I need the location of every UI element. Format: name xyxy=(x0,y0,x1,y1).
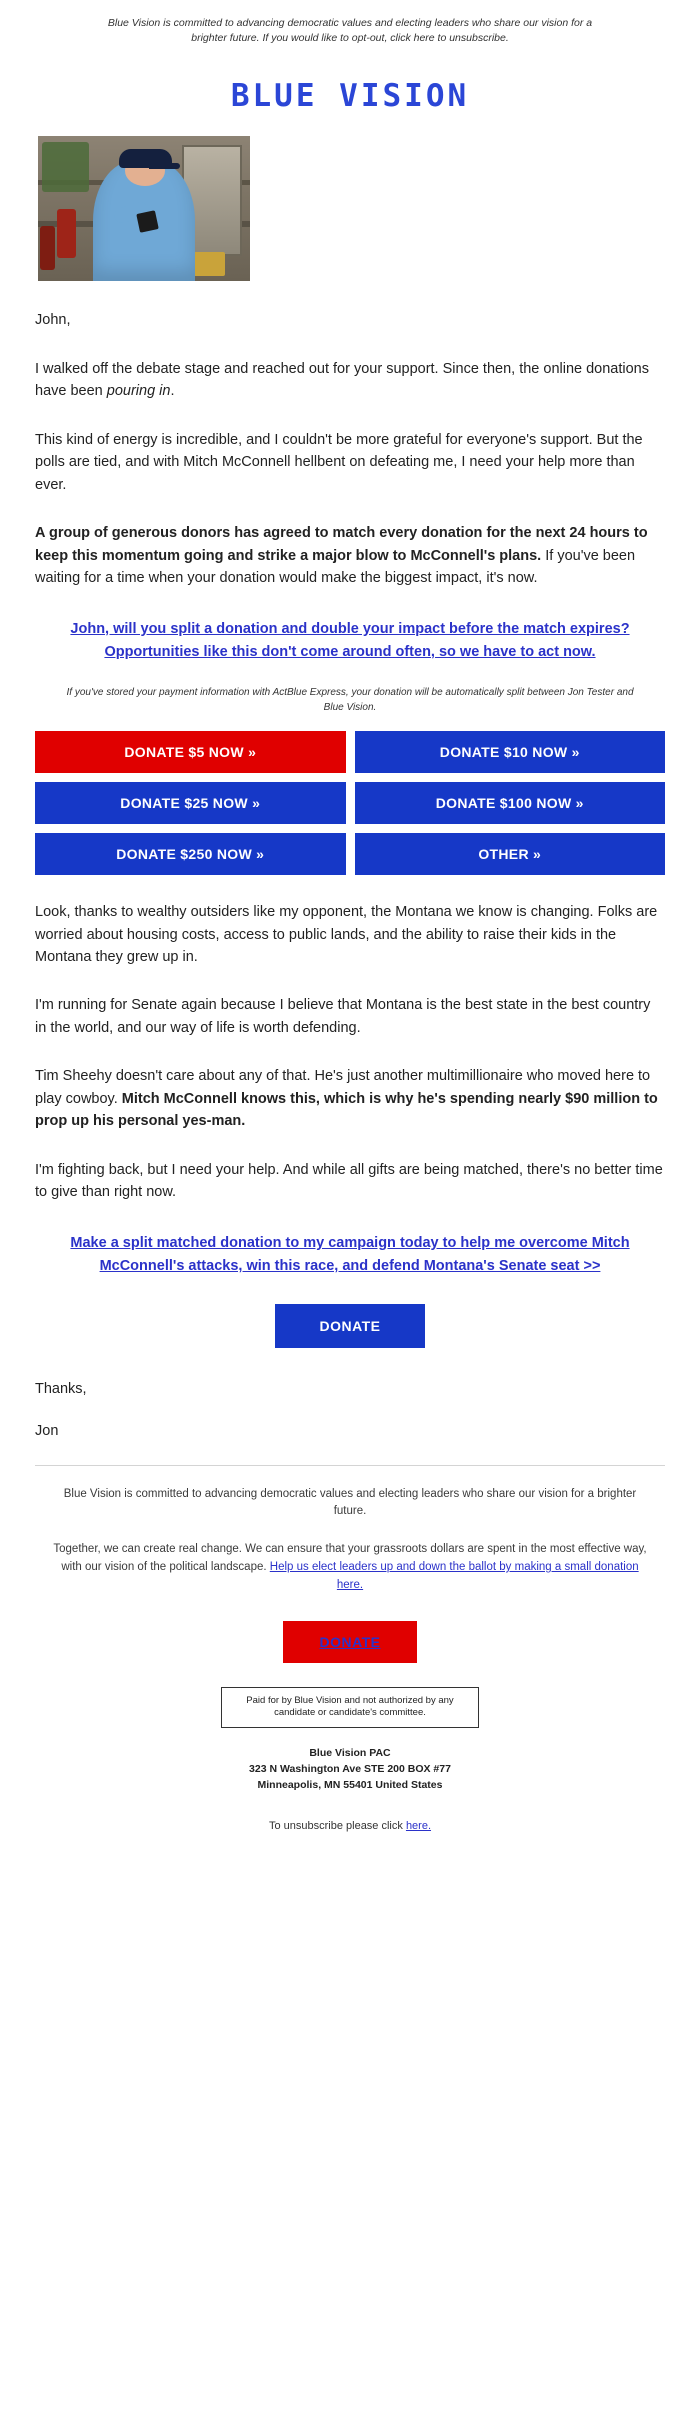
donate-25-button[interactable]: DONATE $25 NOW » xyxy=(35,782,346,824)
photo-phone xyxy=(136,210,159,232)
footer-divider xyxy=(35,1465,665,1466)
hero-photo xyxy=(38,136,250,281)
organization-address xyxy=(48,1746,652,1793)
salutation: John, xyxy=(35,312,71,329)
closing-thanks: Thanks, xyxy=(35,1381,87,1398)
paragraph-3-match-offer: A group of generous donors has agreed to match every donation for the next 24 hours to keep this momentum going and strike a major blow to McConnell's plans. xyxy=(35,525,648,564)
footer-together-text xyxy=(48,1541,652,1594)
unsubscribe-link[interactable]: here. xyxy=(405,1819,432,1832)
paragraph-6-emphasis: Mitch McConnell knows this, which is why he's spending nearly $90 million to prop up his personal yes-man. xyxy=(35,1090,658,1130)
email-body xyxy=(0,136,700,1465)
donate-5-button[interactable]: DONATE $5 NOW » xyxy=(35,731,346,773)
paragraph-3-rest: If you've been waiting for a time when your donation would make the biggest impact, it's now. xyxy=(35,547,636,587)
address-line-2: 323 N Washington Ave STE 200 BOX #77 xyxy=(249,1763,451,1775)
email-footer xyxy=(0,1486,700,1832)
paid-for-disclaimer: Paid for by Blue Vision and not authorized by any candidate or candidate's committee. xyxy=(221,1687,479,1729)
address-line-3: Minneapolis, MN 55401 United States xyxy=(257,1778,443,1791)
cta-link-split-donation[interactable]: John, will you split a donation and double your impact before the match expires? Opportunities like this don't come around often, so we have to act now. xyxy=(70,620,630,660)
paragraph-1 xyxy=(35,358,665,403)
footer-mission-text: Blue Vision is committed to advancing democratic values and electing leaders who share our vision for a brighter future. xyxy=(63,1487,637,1518)
address-line-1: Blue Vision PAC xyxy=(309,1747,391,1760)
signature-name: Jon xyxy=(35,1422,59,1439)
cta-link-split-matched-donation[interactable]: Make a split matched donation to my campaign today to help me overcome Mitch McConnell's attacks, win this race, and defend Montana's Senate seat >> xyxy=(70,1234,630,1274)
donate-amount-grid xyxy=(35,731,665,875)
footer-together-part-a: Together, we can create real change. We can ensure that your grassroots dollars are spent in the most effective way, with our vision of the political landscape. xyxy=(53,1543,647,1573)
footer-donate-container xyxy=(48,1621,652,1663)
preheader xyxy=(0,0,700,50)
photo-green-object xyxy=(42,142,89,191)
donate-other-button[interactable]: OTHER » xyxy=(355,833,666,875)
footer-donate-link[interactable]: Help us elect leaders up and down the ballot by making a small donation here. xyxy=(269,1561,639,1591)
donate-10-button[interactable]: DONATE $10 NOW » xyxy=(355,731,666,773)
photo-yellow-box xyxy=(191,252,225,275)
donate-250-button[interactable]: DONATE $250 NOW » xyxy=(35,833,346,875)
paragraph-1-emphasis: pouring in xyxy=(106,383,171,400)
unsubscribe-text: To unsubscribe please click xyxy=(268,1819,406,1832)
photo-person-cap xyxy=(119,149,172,168)
unsubscribe-row xyxy=(48,1820,652,1832)
preheader-text: Blue Vision is committed to advancing democratic values and electing leaders who share our vision for a brighter future. If you would like to opt-out, click here to unsubscribe. xyxy=(107,17,593,45)
brand-logo[interactable]: BLUE VISION xyxy=(230,78,470,115)
photo-red-extinguisher xyxy=(57,209,76,258)
actblue-fineprint: If you've stored your payment information with ActBlue Express, your donation will be automatically split between Jon Tester and Blue Vision. xyxy=(66,687,634,713)
paragraph-1-part-b: . xyxy=(170,383,175,400)
paragraph-7: I'm fighting back, but I need your help. And while all gifts are being matched, there's no better time to give than right now. xyxy=(35,1161,663,1201)
paragraph-2: This kind of energy is incredible, and I couldn't be more grateful for everyone's support. But the polls are tied, and with Mitch McConnell hellbent on defeating me, I need your help more than ever. xyxy=(35,431,643,493)
paragraph-4: Look, thanks to wealthy outsiders like my opponent, the Montana we know is changing. Folks are worried about housing costs, access to public lands, and the ability to raise their kids in the Montana they grew up in. xyxy=(35,904,658,965)
donate-button-main[interactable]: DONATE xyxy=(275,1304,424,1348)
paragraph-6-part-a: Tim Sheehy doesn't care about any of that. He's just another multimillionaire who moved here to play cowboy. xyxy=(35,1068,651,1107)
photo-red-canister xyxy=(40,226,55,270)
paragraph-5: I'm running for Senate again because I believe that Montana is the best state in the best country in the world, and our way of life is worth defending. xyxy=(35,997,651,1036)
donate-button-container xyxy=(35,1304,665,1348)
footer-donate-button[interactable]: DONATE xyxy=(283,1621,416,1663)
paragraph-1-part-a: I walked off the debate stage and reached out for your support. Since then, the online donations have been xyxy=(35,360,649,400)
logo-container xyxy=(0,50,700,136)
paragraph-3 xyxy=(35,522,665,589)
paragraph-6 xyxy=(35,1065,665,1132)
donate-100-button[interactable]: DONATE $100 NOW » xyxy=(355,782,666,824)
